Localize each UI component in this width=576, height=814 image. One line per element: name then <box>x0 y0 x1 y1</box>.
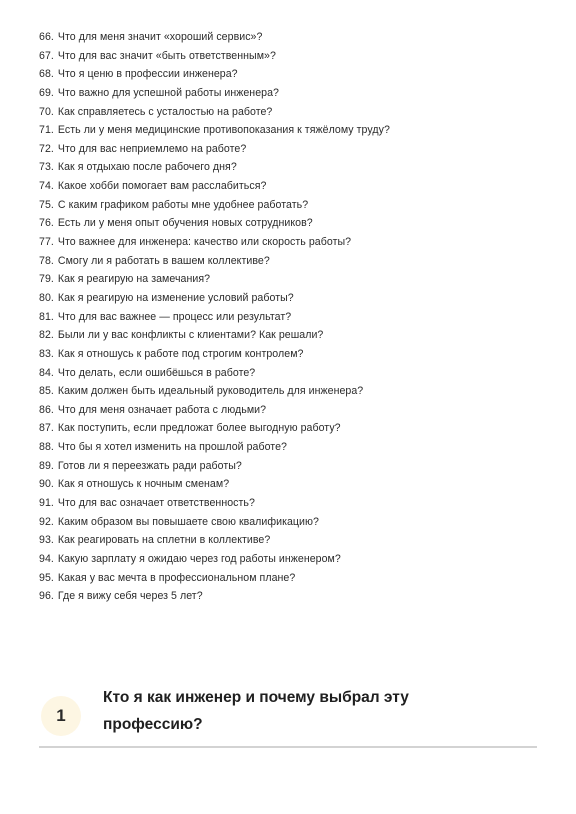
question-number: 91. <box>39 497 54 510</box>
question-text: Что бы я хотел изменить на прошлой работе? <box>57 441 287 454</box>
question-number: 68. <box>39 68 54 81</box>
question-text: Есть ли у меня медицинские противопоказания к тяжёлому труду? <box>57 124 390 137</box>
question-number: 92. <box>39 515 54 528</box>
question-text: Что важнее для инженера: качество или скорость работы? <box>57 236 352 249</box>
question-number: 87. <box>39 422 54 435</box>
question-text: Как реагировать на сплетни в коллективе? <box>57 534 271 547</box>
question-text: Что для вас значит «быть ответственным»? <box>57 49 276 62</box>
question-text: Смогу ли я работать в вашем коллективе? <box>57 254 270 267</box>
question-number: 86. <box>39 403 54 416</box>
question-text: С каким графиком работы мне удобнее работать? <box>57 198 309 211</box>
question-number: 77. <box>39 236 54 249</box>
question-text: Каким образом вы повышаете свою квалификацию? <box>57 515 319 528</box>
question-item <box>39 382 390 401</box>
question-number: 66. <box>39 31 54 43</box>
question-item <box>39 177 390 196</box>
question-number: 89. <box>39 459 54 472</box>
question-item <box>39 158 390 177</box>
question-text: Что для меня означает работа с людьми? <box>57 403 267 416</box>
question-item <box>39 531 390 550</box>
question-text: Есть ли у меня опыт обучения новых сотрудников? <box>57 217 313 230</box>
section-number-badge: 1 <box>41 696 81 736</box>
question-number: 94. <box>39 552 54 565</box>
question-item <box>39 569 390 588</box>
question-number: 76. <box>39 217 54 230</box>
question-text: Что для вас важнее — процесс или результат? <box>57 310 292 323</box>
question-item <box>39 345 390 364</box>
question-item <box>39 289 390 308</box>
question-item <box>39 457 390 476</box>
question-number: 71. <box>39 124 54 137</box>
section-title: Кто я как инженер и почему выбрал эту профессию? <box>103 689 409 733</box>
question-item <box>39 401 390 420</box>
question-item <box>39 214 390 233</box>
question-text: Готов ли я переезжать ради работы? <box>57 459 242 472</box>
question-text: Что я ценю в профессии инженера? <box>57 68 238 81</box>
question-item <box>39 103 390 122</box>
question-text: Что важно для успешной работы инженера? <box>57 86 279 99</box>
question-item <box>39 84 390 103</box>
question-number: 78. <box>39 254 54 267</box>
question-item <box>39 587 390 606</box>
question-item <box>39 65 390 84</box>
question-list <box>39 28 390 606</box>
question-item <box>39 438 390 457</box>
question-item <box>39 252 390 271</box>
question-number: 95. <box>39 571 54 584</box>
question-number: 73. <box>39 161 54 174</box>
question-number: 79. <box>39 273 54 286</box>
question-item <box>39 364 390 383</box>
question-number: 80. <box>39 291 54 304</box>
question-text: Как поступить, если предложат более выгодную работу? <box>57 422 341 435</box>
question-item <box>39 140 390 159</box>
question-number: 90. <box>39 478 54 491</box>
question-text: Что делать, если ошибёшься в работе? <box>57 366 256 379</box>
question-item <box>39 121 390 140</box>
question-item <box>39 308 390 327</box>
question-item <box>39 550 390 569</box>
question-number: 75. <box>39 198 54 211</box>
question-text: Как я реагирую на изменение условий работы? <box>57 291 294 304</box>
question-item <box>39 475 390 494</box>
question-text: Какая у вас мечта в профессиональном плане? <box>57 571 296 584</box>
section-header <box>39 684 537 748</box>
question-number: 82. <box>39 329 54 342</box>
question-number: 74. <box>39 180 54 193</box>
question-item <box>39 270 390 289</box>
question-text: Что для меня значит «хороший сервис»? <box>57 31 263 43</box>
question-text: Каким должен быть идеальный руководитель для инженера? <box>57 385 364 398</box>
question-item <box>39 47 390 66</box>
question-text: Как я отношусь к ночным сменам? <box>57 478 230 491</box>
question-item <box>39 513 390 532</box>
question-number: 85. <box>39 385 54 398</box>
question-text: Какую зарплату я ожидаю через год работы инженером? <box>57 552 341 565</box>
question-text: Как я отдыхаю после рабочего дня? <box>57 161 237 174</box>
question-number: 83. <box>39 347 54 360</box>
question-text: Где я вижу себя через 5 лет? <box>57 590 203 603</box>
question-text: Как я отношусь к работе под строгим контролем? <box>57 347 304 360</box>
question-number: 88. <box>39 441 54 454</box>
question-item <box>39 494 390 513</box>
question-text: Как я реагирую на замечания? <box>57 273 211 286</box>
question-number: 93. <box>39 534 54 547</box>
question-number: 72. <box>39 142 54 155</box>
question-item <box>39 196 390 215</box>
question-number: 84. <box>39 366 54 379</box>
question-text: Что для вас неприемлемо на работе? <box>57 142 247 155</box>
question-number: 69. <box>39 86 54 99</box>
question-text: Как справляетесь с усталостью на работе? <box>57 105 273 118</box>
question-item <box>39 419 390 438</box>
question-number: 70. <box>39 105 54 118</box>
question-item <box>39 233 390 252</box>
question-text: Что для вас означает ответственность? <box>57 497 255 510</box>
question-number: 96. <box>39 590 54 603</box>
question-number: 67. <box>39 49 54 62</box>
question-item <box>39 28 390 47</box>
question-text: Были ли у вас конфликты с клиентами? Как решали? <box>57 329 324 342</box>
question-number: 81. <box>39 310 54 323</box>
question-text: Какое хобби помогает вам расслабиться? <box>57 180 267 193</box>
question-item <box>39 326 390 345</box>
